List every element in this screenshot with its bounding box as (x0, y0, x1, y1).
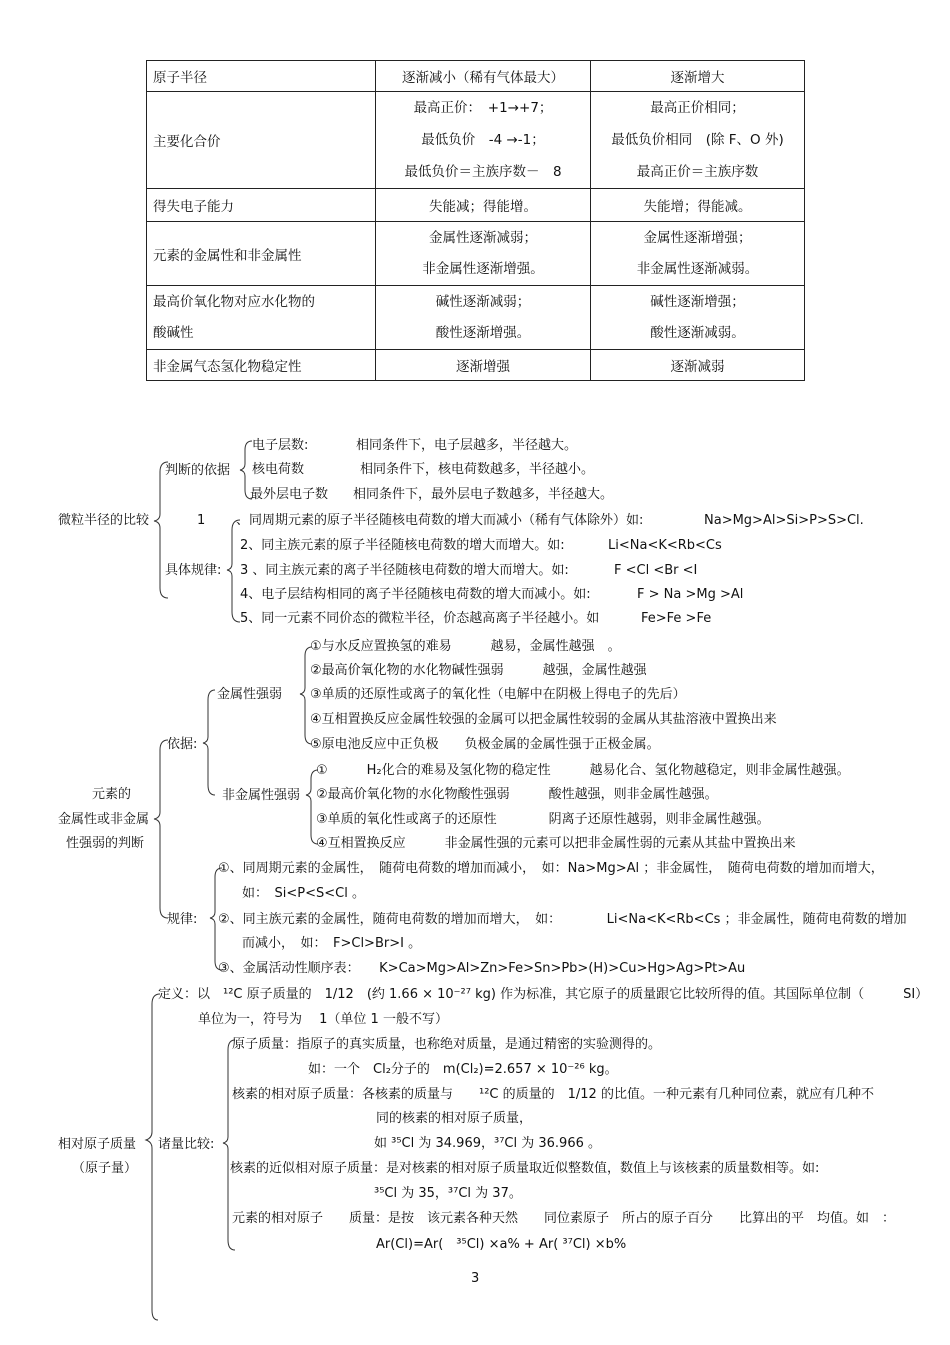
row-label-line: 最高价氧化物对应水化物的 (153, 293, 315, 310)
metal-title: 性强弱的判断 (66, 836, 145, 851)
rule-text: 5、同一元素不同价态的微粒半径，价态越高离子半径越小。如 (240, 611, 600, 626)
metal-item: ④互相置换反应金属性较强的金属可以把金属性较弱的金属从其盐溶液中置换出来 (310, 712, 777, 727)
row-label: 非金属气态氢化物稳定性 (147, 350, 376, 381)
mass-item: 如 ³⁵Cl 为 34.969，³⁷Cl 为 36.966 。 (374, 1136, 601, 1151)
metal-title: 元素的 (92, 787, 132, 802)
mass-item: 原子质量：指原子的真实质量，也称绝对质量，是通过精密的实验测得的。 (232, 1037, 662, 1052)
rule-text: 3 、同主族元素的离子半径随核电荷数的增大而增大。如: (240, 563, 569, 578)
metal-rule: 如： Si<P<S<Cl 。 (242, 886, 365, 901)
radius-rules-label: 具体规律: (165, 563, 222, 578)
rule-text: 、同周期元素的原子半径随核电荷数的增大而减小（稀有气体除外）如: (236, 513, 644, 528)
mass-title: 相对原子质量 (58, 1137, 137, 1152)
mass-item: 核素的近似相对原子质量：是对核素的相对原子质量取近似整数值，数值上与该核素的质量数相等。如: (230, 1161, 820, 1176)
rule-text: 2、同主族元素的原子半径随核电荷数的增大而增大。如: (240, 538, 565, 553)
nonmetal-item: ④互相置换反应 非金属性强的元素可以把非金属性弱的元素从其盐中置换出来 (316, 836, 796, 851)
mass-item: 核素的相对原子质量：各核素的质量与 ¹²C 的质量的 1/12 的比值。一种元素有几种同位素，就应有几种不 (232, 1087, 874, 1102)
rule-example: Li<Na<K<Rb<Cs (608, 538, 722, 553)
page-number: 3 (471, 1271, 480, 1286)
mass-item: Ar(Cl)=Ar( ³⁵Cl) ×a% + Ar( ³⁷Cl) ×b% (376, 1237, 627, 1252)
row-label-line: 酸碱性 (153, 324, 194, 341)
nonmetal-item: ②最高价氧化物的水化物酸性强弱 酸性越强，则非金属性越强。 (316, 787, 718, 802)
mass-item: 如：一个 Cl₂分子的 m(Cl₂)=2.657 × 10⁻²⁶ kg。 (308, 1062, 618, 1077)
cell: 失能增；得能减。 (591, 189, 805, 222)
row-label: 元素的金属性和非金属性 (147, 222, 376, 286)
basis-key: 核电荷数 (252, 462, 305, 477)
cell-line: 最高正价相同； (650, 100, 745, 116)
cell-line: 非金属性逐渐减弱。 (636, 260, 759, 277)
cell: 逐渐减弱 (591, 350, 805, 381)
cell-line: 金属性逐渐减弱； (429, 229, 537, 246)
basis-value: 相同条件下，最外层电子数越多，半径越大。 (353, 487, 614, 502)
metal-rules-label: 规律: (167, 912, 198, 927)
metal-item: ②最高价氧化物的水化物碱性强弱 越强，金属性越强 (310, 663, 647, 678)
metal-item: ⑤原电池反应中正负极 负极金属的金属性强于正极金属。 (310, 737, 660, 752)
basis-key: 电子层数: (252, 438, 309, 453)
mass-item: ³⁵Cl 为 35，³⁷Cl 为 37。 (374, 1186, 522, 1201)
cell: 逐渐增大 (591, 61, 805, 92)
cell-line: 最低负价 -4 →-1； (421, 132, 545, 148)
cell-line: 酸性逐渐减弱。 (650, 324, 745, 341)
nonmetal-item: ① H₂化合的难易及氢化物的稳定性 越易化合、氢化物越稳定，则非金属性越强。 (316, 763, 850, 778)
rule1-number: 1 (197, 513, 206, 528)
cell-line: 碱性逐渐减弱； (435, 293, 531, 310)
metal-title: 金属性或非金属 (58, 812, 150, 827)
radius-title: 微粒半径的比较 (58, 513, 150, 528)
mass-item: 同的核素的相对原子质量， (376, 1111, 533, 1126)
metal-basis-label: 依据: (167, 737, 198, 752)
mass-definition: 定义：以 ¹²C 原子质量的 1/12 (约 1.66 × 10⁻²⁷ kg) 作为标准，其它原子的质量跟它比较所得的值。其国际单位制（ SI） (158, 987, 929, 1002)
metal-item: ①与水反应置换氢的难易 越易，金属性越强 。 (310, 639, 621, 654)
cell: 逐渐减小（稀有气体最大） (376, 61, 591, 92)
cell: 逐渐增强 (376, 350, 591, 381)
basis-value: 相同条件下，核电荷数越多，半径越小。 (360, 462, 595, 477)
metal-rule: ①、同周期元素的金属性， 随荷电荷数的增加而减小， 如：Na>Mg>Al ；非金属性， 随荷电荷数的增加而增大， (218, 861, 884, 876)
cell: 失能减；得能增。 (376, 189, 591, 222)
cell-line: 碱性逐渐增强； (650, 293, 745, 310)
basis-key: 最外层电子数 (250, 487, 329, 502)
row-label: 得失电子能力 (147, 189, 376, 222)
mass-subtitle: （原子量） (72, 1161, 138, 1176)
basis-value: 相同条件下，电子层越多，半径越大。 (356, 438, 578, 453)
rule-example: F > Na >Mg >Al (637, 587, 744, 602)
cell-line: 最高正价： +1→+7； (413, 100, 553, 116)
metal-strength-label: 金属性强弱 (217, 687, 283, 702)
cell-line: 酸性逐渐增强。 (435, 324, 531, 341)
metal-rule: 而减小， 如： F>Cl>Br>I 。 (242, 936, 422, 951)
cell-line: 最低负价相同 (除 F、O 外) (611, 132, 784, 148)
nonmetal-strength-label: 非金属性强弱 (222, 788, 301, 803)
compare-label: 诸量比较: (158, 1137, 215, 1152)
row-label: 原子半径 (147, 61, 376, 92)
metal-item: ③单质的还原性或离子的氧化性（电解中在阴极上得电子的先后） (310, 687, 686, 702)
nonmetal-item: ③单质的氧化性或离子的还原性 阴离子还原性越弱，则非金属性越强。 (316, 812, 770, 827)
rule-example: Na>Mg>Al>Si>P>S>Cl. (704, 513, 864, 528)
mass-item: 元素的相对原子 质量：是按 该元素各种天然 同位素原子 所占的原子百分 比算出的平 均值。如 ： (232, 1211, 896, 1226)
rule-text: 4、电子层结构相同的离子半径随核电荷数的增大而减小。如: (240, 587, 591, 602)
mass-definition: 单位为一，符号为 1（单位 1 一般不写） (198, 1012, 448, 1027)
rule-example: F <Cl <Br <I (614, 563, 698, 578)
cell-line: 金属性逐渐增强； (643, 229, 752, 246)
cell-line: 最低负价＝主族序数－ 8 (404, 164, 562, 180)
metal-rule: ②、同主族元素的金属性，随荷电荷数的增加而增大， 如： Li<Na<K<Rb<Cs ；非金属性，随荷电荷数的增加 (218, 912, 907, 927)
cell-line: 非金属性逐渐增强。 (422, 260, 544, 277)
row-label: 主要化合价 (147, 92, 376, 189)
cell-line: 最高正价＝主族序数 (636, 164, 759, 180)
rule-example: Fe>Fe >Fe (641, 611, 712, 626)
metal-rule: ③、金属活动性顺序表： K>Ca>Mg>Al>Zn>Fe>Sn>Pb>(H)>Cu>Hg>Ag>Pt>Au (218, 961, 746, 976)
radius-basis-label: 判断的依据 (165, 463, 231, 478)
